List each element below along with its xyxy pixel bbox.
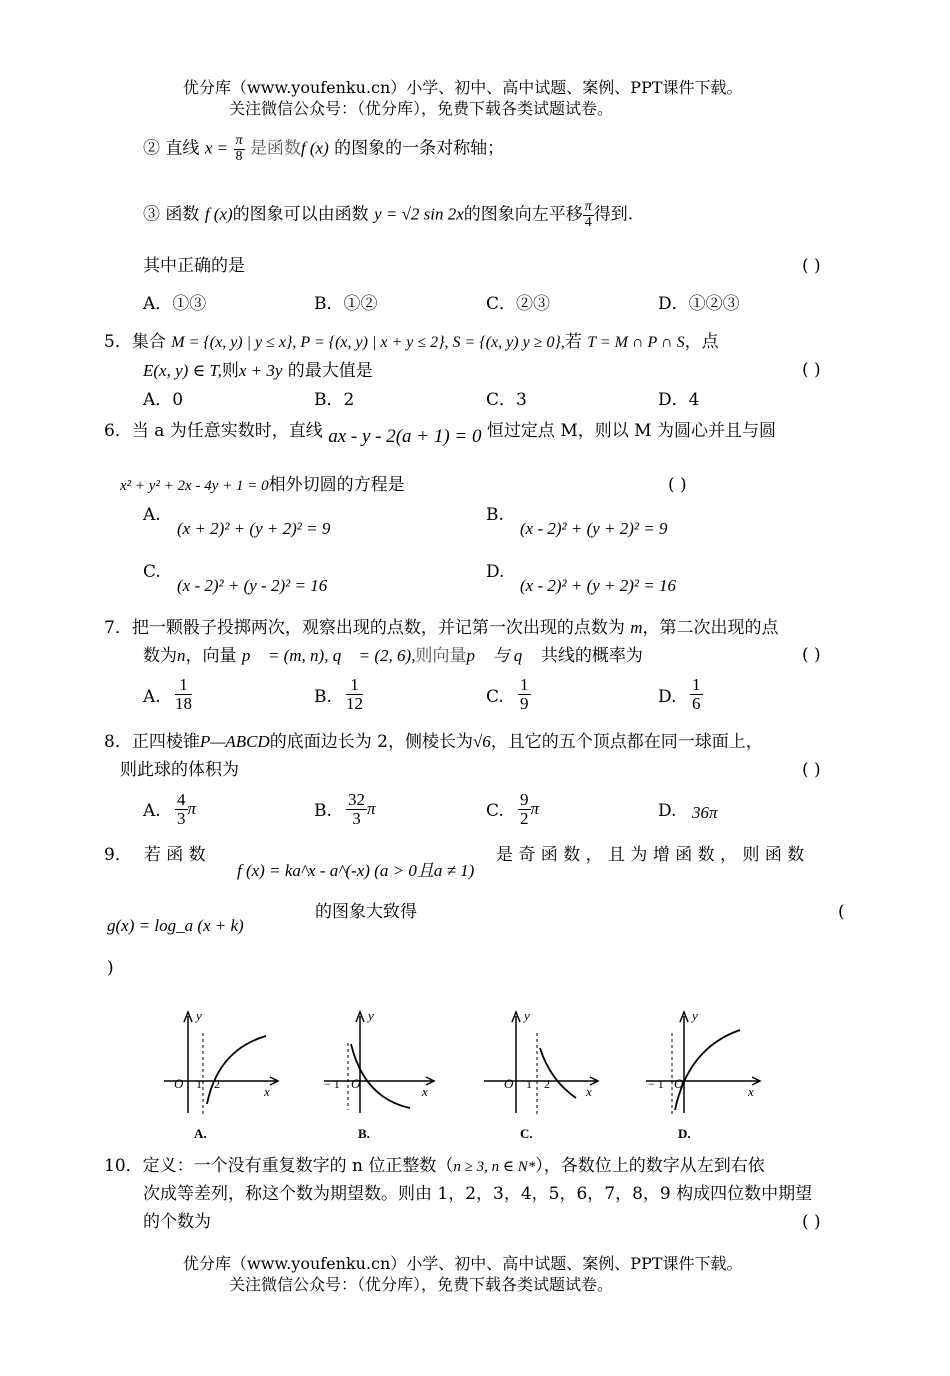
q4-statement-2 [143,134,504,164]
q9-graph-c [480,1008,604,1143]
q4-s2-suffix: 的图象的一条对称轴； [334,138,505,159]
q4-ask: 其中正确的是 [143,256,245,276]
q8-option-b-label: B. [314,801,332,821]
q7-option-d-frac [690,676,703,713]
q9-graph-a-x: x [264,1084,270,1099]
q5-number: 5． [104,332,132,352]
q7-option-d-den: 6 [692,693,701,713]
q6-option-b: (x - 2)² + (y + 2)² = 9 [520,519,668,538]
q9-number: 9． [104,845,132,865]
q9-graph-c-y: y [524,1008,530,1023]
q7-m: m [630,618,643,637]
q9-graph-a-label: A. [194,1126,207,1141]
q10-condition: n ≥ 3, n ∈ N* [453,1159,536,1175]
q5-option-b: B．2 [314,390,355,410]
q7-option-b-den: 12 [346,693,363,713]
q10-paren: ( ) [802,1212,821,1232]
q7-option-c-frac [518,676,531,713]
q8-option-b-frac [346,791,367,828]
q8-option-d-label: D. [658,801,677,821]
q4-s2-frac-den: 8 [235,148,243,164]
q6-option-d-label: D. [486,562,505,582]
q9-number-stem [104,847,206,864]
q8-option-a-num: 4 [177,790,186,809]
q7-line-2 [143,647,643,665]
q5-stem-2: 若 [564,332,582,352]
q7-option-d [690,676,703,713]
q9-stem-3: 的图象大致得 [315,902,417,922]
q8-paren: ( ) [802,760,821,780]
q9-graph-a-y: y [196,1008,202,1023]
q8-number: 8． [104,732,132,752]
footer-line-2: 关注微信公众号：（优分库），免费下载各类试题试卷。 [229,1275,614,1294]
q7-line2-b: ，向量 [185,646,237,666]
q9-graph-c-tick1: 1 [526,1077,532,1091]
q4-s2-math: x = [204,138,229,158]
q7-option-c [518,676,531,713]
q4-option-d: D．①②③ [658,294,740,314]
q4-option-a: A．①③ [143,294,207,314]
q7-vectors: p⃗ = (m, n), q⃗ = (2, 6), [241,646,416,665]
q7-pq: p⃗ 与 q⃗ [466,646,536,665]
q6-stem [104,421,776,447]
q7-option-b-num: 1 [346,676,363,695]
q8-option-c-frac [518,791,531,828]
header-line-2: 关注微信公众号：（优分库），免费下载各类试题试卷。 [229,99,614,118]
q9-graph-b-tick: − 1 [324,1077,340,1091]
q6-stem-math: ax - y - 2(a + 1) = 0 [328,426,482,447]
q9-graph-d-label: D. [678,1126,691,1141]
q4-statement-3 [143,200,633,230]
q5-line2-math: E(x, y) ∈ T, [143,361,222,380]
q8-option-b-pi: π [367,798,376,818]
q8-option-b-den: 3 [352,808,361,828]
q8-stem-1: 正四棱锥 [131,732,200,752]
q7-option-a-frac [175,676,192,713]
q10-line-3: 的个数为 [143,1212,211,1232]
q4-option-c: C．②③ [486,294,551,314]
q5-option-a: A．0 [143,390,184,410]
q8-option-c-label: C. [486,801,504,821]
q9-graph-c-tick2: 2 [544,1077,550,1091]
q7-option-a-num: 1 [175,676,192,695]
q9-graph-a [158,1008,282,1143]
q9-graph-d-origin: O [674,1076,684,1091]
q8-stem [104,733,763,751]
q7-option-d-num: 1 [692,675,701,694]
q8-pabcd: P—ABCD [199,732,270,751]
q5-option-c: C．3 [486,390,527,410]
q4-s2-fraction [234,134,245,164]
q10-stem-2: ），各数位上的数字从左到右依 [535,1156,765,1176]
q7-line2-a: 数为 [143,646,177,666]
q8-stem-3: ，且它的五个顶点都在同一球面上， [490,732,763,752]
q6-option-c-label: C. [143,562,161,582]
q6-line-2 [120,477,405,494]
q8-option-a-den: 3 [177,808,186,828]
q7-paren: ( ) [802,645,821,665]
q4-s2-text: 是函数 [249,138,301,159]
q8-line-2: 则此球的体积为 [120,760,239,780]
q6-option-a-label: A. [143,505,161,525]
q9-gx: g(x) = log_a (x + k) [107,916,244,935]
q7-stem-1: 把一颗骰子投掷两次，观察出现的点数，并记第一次出现的点数为 [131,618,625,638]
q8-option-c-pi: π [530,798,540,818]
q7-option-a-label: A. [143,687,161,707]
q9-stem-2: 是 奇 函 数 ， 且 为 增 函 数 ， 则 函 数 [496,845,805,865]
q7-option-b [346,676,363,713]
q7-number: 7． [104,618,132,638]
q9-graph-d-x: x [748,1084,754,1099]
q5-stem-math-2: T = M ∩ P ∩ S [587,334,685,351]
q9-graph-b-origin: O [351,1076,361,1091]
q5-line2-math2: x + 3y [238,361,283,380]
q4-s3-frac-num: π [584,199,592,214]
q5-paren: ( ) [802,360,821,380]
q9-paren-open: ( [838,902,845,922]
q8-option-b [346,791,376,828]
q6-line2-text: 相外切圆的方程是 [268,475,405,495]
q5-stem [104,334,719,351]
q9-graph-d-tick: − 1 [648,1077,664,1091]
q7-option-b-frac [346,676,363,713]
q4-s3-suffix: 得到. [593,204,634,225]
q9-graph-b [318,1008,442,1143]
q9-graph-a-tick2: 2 [214,1077,220,1091]
q7-option-a-den: 18 [175,693,192,713]
q4-option-b: B．①② [314,294,378,314]
q9-graph-b-label: B. [358,1126,370,1141]
q5-line2-text1: 则 [221,361,239,381]
q6-number: 6． [104,421,132,441]
q4-s3-mid2: 的图象向左平移 [463,204,583,225]
q4-paren: ( ) [802,256,821,276]
q8-option-a [175,791,196,828]
q6-option-a: (x + 2)² + (y + 2)² = 9 [177,519,331,538]
q8-option-a-label: A. [143,801,161,821]
q6-line2-math: x² + y² + 2x - 4y + 1 = 0 [120,478,269,494]
q8-option-c-den: 2 [520,808,529,828]
q9-graph-a-origin: O [174,1076,184,1091]
q5-stem-1: 集合 [131,332,166,352]
q4-s3-fx: f (x) [204,204,233,224]
q5-option-d: D．4 [658,390,700,410]
q10-line-2: 次成等差列，称这个数为期望数。则由 1，2，3，4，5，6，7，8，9 构成四位数中期望 [143,1184,813,1204]
q9-graph-c-label: C. [520,1126,533,1141]
q8-option-a-frac [175,791,188,828]
q4-s3-fraction [583,200,594,230]
q9-graph-b-x: x [422,1084,428,1099]
q8-option-b-num: 32 [348,790,365,809]
q10-stem [104,1158,765,1175]
q6-option-d: (x - 2)² + (y + 2)² = 16 [520,576,677,595]
q9-graph-c-x: x [586,1084,592,1099]
q8-option-a-pi: π [187,798,197,818]
q8-option-c [518,791,539,828]
q7-option-c-num: 1 [520,675,529,694]
q7-line2-c: 则向量 [415,646,467,666]
q8-option-c-num: 9 [520,790,529,809]
q10-number: 10． [104,1156,143,1176]
q7-option-c-label: C. [486,687,504,707]
q7-option-a [175,676,192,713]
q9-graph-b-y: y [368,1008,374,1023]
q5-stem-math: M = {(x, y) | y ≤ x}, P = {(x, y) | x + y ≤ 2}, S = {(x, y) y ≥ 0}, [171,334,565,351]
q6-stem-1: 当 a 为任意实数时，直线 [131,421,323,441]
q9-graph-d-y: y [692,1008,698,1023]
q8-stem-2: 的底面边长为 2，侧棱长为 [269,732,473,752]
q5-line2-text2: 的最大值是 [287,361,373,381]
footer-line-1: 优分库（www.youfenku.cn）小学、初中、高中试题、案例、PPT课件下载。 [183,1254,743,1273]
q4-s3-mid: 的图象可以由函数 [232,204,369,225]
header-line-1: 优分库（www.youfenku.cn）小学、初中、高中试题、案例、PPT课件下载。 [183,78,743,97]
q9-fx: f (x) = ka^x - a^(-x) (a > 0且a ≠ 1) [237,861,475,880]
q7-stem-2: ，第二次出现的点 [642,618,779,638]
q9-graph-c-origin: O [504,1076,514,1091]
q4-s3-frac-den: 4 [584,214,592,230]
q7-option-b-label: B. [314,687,332,707]
q9-graph-a-tick1: 1 [196,1077,202,1091]
q6-paren: ( ) [668,475,687,495]
q7-stem [104,619,779,637]
q8-sqrt6: √6 [472,732,491,751]
q5-line-2 [143,362,373,380]
q9-paren-close: ) [107,958,114,978]
q4-s2-fx: f (x) [300,138,329,158]
q7-option-c-den: 9 [520,693,529,713]
q8-option-d: 36π [692,803,718,822]
q10-stem-1: 定义：一个没有重复数字的 n 位正整数（ [142,1156,454,1176]
q4-s2-prefix: ② 直线 [143,138,200,159]
q4-s2-frac-num: π [235,133,243,148]
q6-option-c: (x - 2)² + (y - 2)² = 16 [177,576,328,595]
q4-s3-math: y = √2 sin 2x [374,204,464,224]
q6-stem-2: 恒过定点 M，则以 M 为圆心并且与圆 [486,421,776,441]
q9-graph-d [640,1008,764,1143]
q6-option-b-label: B. [486,505,504,525]
q7-line2-d: 共线的概率为 [540,646,643,666]
q4-s3-prefix: ③ 函数 [143,204,200,225]
q5-stem-3: ，点 [684,332,719,352]
q7-option-d-label: D. [658,687,677,707]
q9-stem-1: 若 函 数 [143,845,206,865]
q7-n: n [177,646,186,665]
